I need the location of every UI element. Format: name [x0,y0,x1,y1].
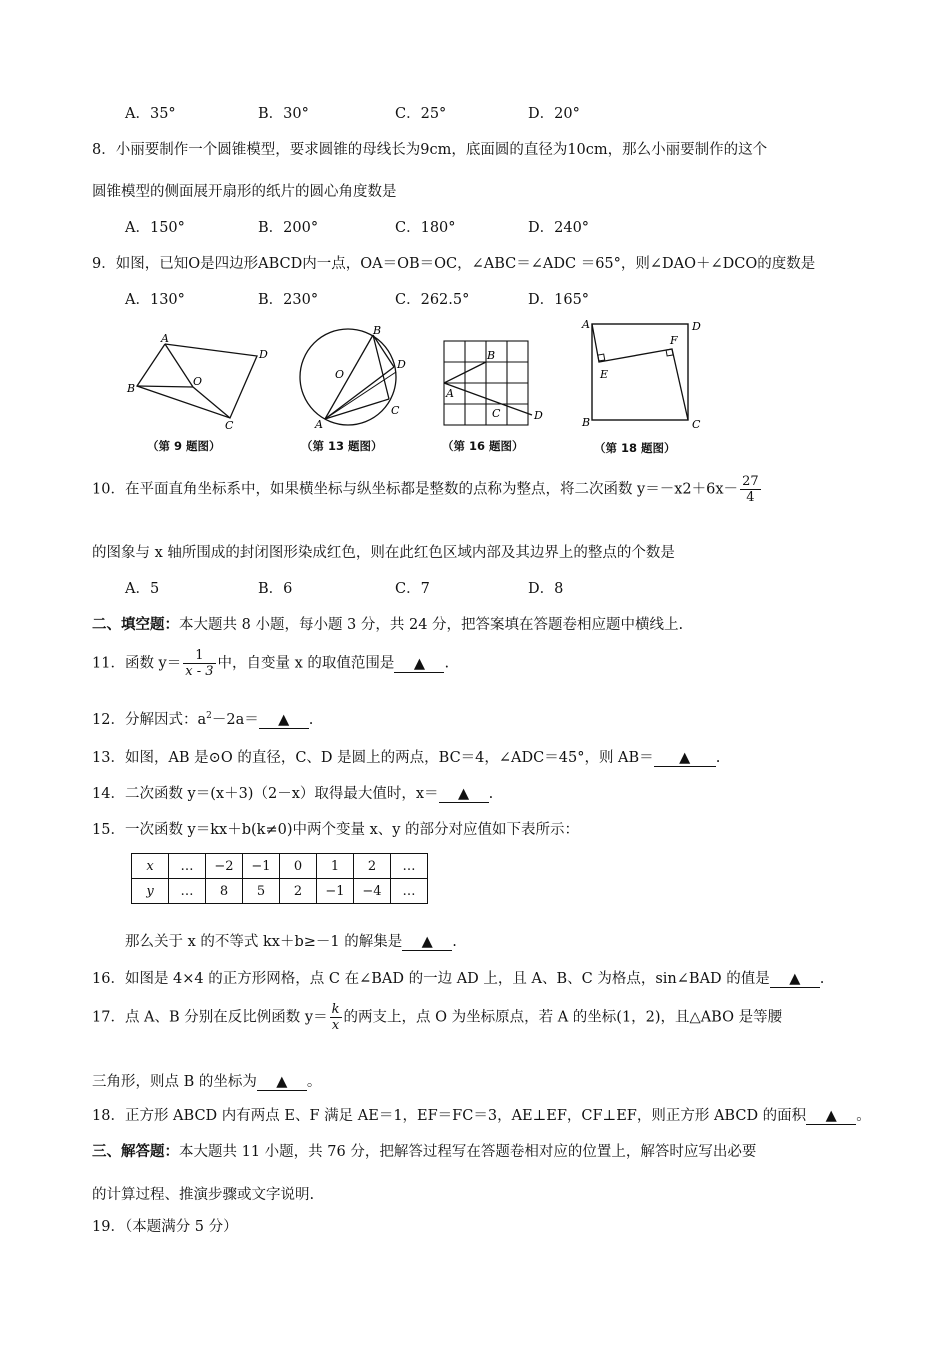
fig16-label-d: D [534,409,543,422]
q18-answer-blank: ▲ [806,1108,856,1125]
q10-text: 10．在平面直角坐标系中，如果横坐标与纵坐标都是整数的点称为整点，将二次函数 y＝－x2＋6x－ [92,481,739,498]
q18 [92,1104,871,1125]
q15-cell: … [391,854,428,879]
q14-end: . [488,786,494,802]
figure-q9 [125,330,275,460]
q14-answer-blank: ▲ [439,786,489,803]
q12-end: . [308,712,314,728]
q17-fraction-den: x [331,1018,340,1033]
q17-line2 [92,1070,321,1091]
fig9-label-o: O [193,375,203,388]
q16 [92,967,824,988]
fig9-label-c: C [225,419,234,430]
q11 [92,648,449,679]
fig13-label-o: O [335,368,345,381]
figure-q16-caption: （第 16 题图） [442,439,524,453]
section2-heading [92,613,683,634]
section3-line2: 的计算过程、推演步骤或文字说明. [92,1187,315,1203]
q11-post: 中，自变量 x 的取值范围是 [217,655,395,672]
fig9-label-d: D [259,348,268,361]
q9-option-a: A．130° [125,292,185,308]
q17-line2-text: 三角形，则点 B 的坐标为 [92,1074,257,1090]
q11-pre: 11．函数 y＝ [92,655,182,672]
q9-option-b: B．230° [258,292,319,308]
q12-exponent: 2 [206,711,212,722]
q9-text: 9．如图，已知O是四边形ABCD内一点，OA＝OB＝OC，∠ABC＝∠ADC ＝65°，则∠DAO＋∠DCO的度数是 [92,256,816,272]
q13 [92,746,720,767]
figure-q13-drawing [293,322,413,432]
q16-text: 16．如图是 4×4 的正方形网格，点 C 在∠BAD 的一边 AD 上，且 A、B、C 为格点，sin∠BAD 的值是 [92,971,770,987]
q17-post: 的两支上，点 O 为坐标原点，若 A 的坐标(1，2)，且△ABO 是等腰 [343,1009,783,1026]
fig16-label-b: B [487,349,496,362]
fig9-label-b: B [127,382,136,395]
q15-cell: −4 [354,879,391,904]
q11-end: . [444,655,450,672]
q15-cell: 2 [354,854,391,879]
q10-fraction [740,474,761,505]
q11-fraction-den: x - 3 [185,664,214,679]
q15-cell: −1 [243,854,280,879]
q8-option-d: D．240° [528,220,590,236]
q8-option-c: C．180° [395,220,456,236]
q17-pre: 17．点 A、B 分别在反比例函数 y＝ [92,1009,328,1026]
figure-q13 [293,322,413,460]
q13-answer-blank: ▲ [654,750,716,767]
q15-table-row-y [132,879,428,904]
q14 [92,782,493,803]
figure-q16-drawing [440,335,550,427]
fig9-label-a: A [161,332,169,345]
q15-cell: y [132,879,169,904]
section2-title: 二、填空题： [92,616,179,633]
q8-option-a: A．150° [125,220,185,236]
figure-q13-caption: （第 13 题图） [301,439,383,453]
q9-option-c: C．262.5° [395,292,470,308]
q15-cell: … [391,879,428,904]
q15-followup [125,930,457,951]
q10-option-b: B．6 [258,581,293,597]
figure-q9-drawing [125,330,275,430]
q14-text: 14．二次函数 y＝(x＋3)（2－x）取得最大值时，x＝ [92,786,439,802]
q7-option-b: B．30° [258,106,309,122]
fig18-label-b: B [582,416,591,429]
q7-option-c: C．25° [395,106,447,122]
fig13-label-d: D [397,358,406,371]
q15-cell: −2 [206,854,243,879]
q15-cell: 8 [206,879,243,904]
q11-fraction-num: 1 [183,648,215,664]
fig16-label-a: A [446,387,454,400]
section3-title: 三、解答题： [92,1143,179,1160]
q12-post: －2a＝ [211,712,259,728]
q10-line2: 的图象与 x 轴所围成的封闭图形染成红色，则在此红色区域内部及其边界上的整点的个数是 [92,545,675,561]
q15-cell: x [132,854,169,879]
q17-end: 。 [306,1074,322,1090]
q10-option-a: A．5 [125,581,160,597]
q15-cell: … [169,854,206,879]
q7-option-a: A．35° [125,106,176,122]
q15-cell: 1 [317,854,354,879]
q10-line1 [92,474,763,505]
fig18-label-c: C [692,418,701,431]
section3-heading [92,1140,756,1161]
q9-option-d: D．165° [528,292,590,308]
q15-cell: 5 [243,879,280,904]
q13-end: . [715,750,721,766]
q15-followup-text: 那么关于 x 的不等式 kx＋b≥－1 的解集是 [125,934,403,950]
q8-line2: 圆锥模型的侧面展开扇形的纸片的圆心角度数是 [92,184,397,200]
q15-cell: −1 [317,879,354,904]
figure-q18-caption: （第 18 题图） [594,441,676,455]
q12 [92,708,313,729]
fig18-label-f: F [670,334,678,347]
q10-fraction-num: 27 [742,474,759,489]
q11-answer-blank: ▲ [394,656,444,673]
q15-cell: 0 [280,854,317,879]
fig18-label-d: D [692,320,701,333]
section3-desc: 本大题共 11 小题，共 76 分，把解答过程写在答题卷相对应的位置上，解答时应写出必要 [179,1144,757,1160]
fig16-label-c: C [492,407,501,420]
q11-fraction [183,648,215,679]
q15-table-row-x [132,854,428,879]
q17-fraction [330,1002,342,1033]
q18-text: 18．正方形 ABCD 内有两点 E、F 满足 AE＝1，EF＝FC＝3，AE⊥EF，CF⊥EF，则正方形 ABCD 的面积 [92,1108,807,1124]
fig13-label-a: A [315,418,323,431]
q17-fraction-num: k [331,1002,340,1017]
q16-answer-blank: ▲ [770,971,820,988]
q17-line1 [92,1002,782,1033]
q16-end: . [819,971,825,987]
q15-answer-blank: ▲ [402,934,452,951]
q10-fraction-den: 4 [746,490,755,505]
q8-option-b: B．200° [258,220,319,236]
q17-answer-blank: ▲ [257,1074,307,1091]
q8-line1: 8．小丽要制作一个圆锥模型，要求圆锥的母线长为9cm，底面圆的直径为10cm，那么小丽要制作的这个 [92,142,768,158]
q15-table [131,853,428,904]
q12-answer-blank: ▲ [259,712,309,729]
q15-cell: … [169,879,206,904]
q13-text: 13．如图，AB 是⊙O 的直径，C、D 是圆上的两点，BC＝4，∠ADC＝45°，则 AB＝ [92,750,654,766]
q10-option-c: C．7 [395,581,430,597]
q19: 19．（本题满分 5 分） [92,1219,238,1235]
figure-q18-drawing [578,316,718,434]
q15-cell: 2 [280,879,317,904]
figure-q9-caption: （第 9 题图） [147,439,221,453]
fig18-label-e: E [600,368,609,381]
figure-q16 [440,335,550,460]
q12-pre: 12．分解因式：a [92,712,207,728]
q10-option-d: D．8 [528,581,564,597]
fig13-label-c: C [391,404,400,417]
fig13-label-b: B [373,324,382,337]
q18-end: 。 [856,1108,871,1124]
q15-text: 15．一次函数 y＝kx＋b(k≠0)中两个变量 x、y 的部分对应值如下表所示： [92,822,580,838]
figure-q18 [578,316,718,460]
q7-option-d: D．20° [528,106,580,122]
q15-end: . [452,934,457,950]
fig18-label-a: A [582,318,590,331]
section2-desc: 本大题共 8 小题，每小题 3 分，共 24 分，把答案填在答题卷相应题中横线上. [179,617,684,633]
